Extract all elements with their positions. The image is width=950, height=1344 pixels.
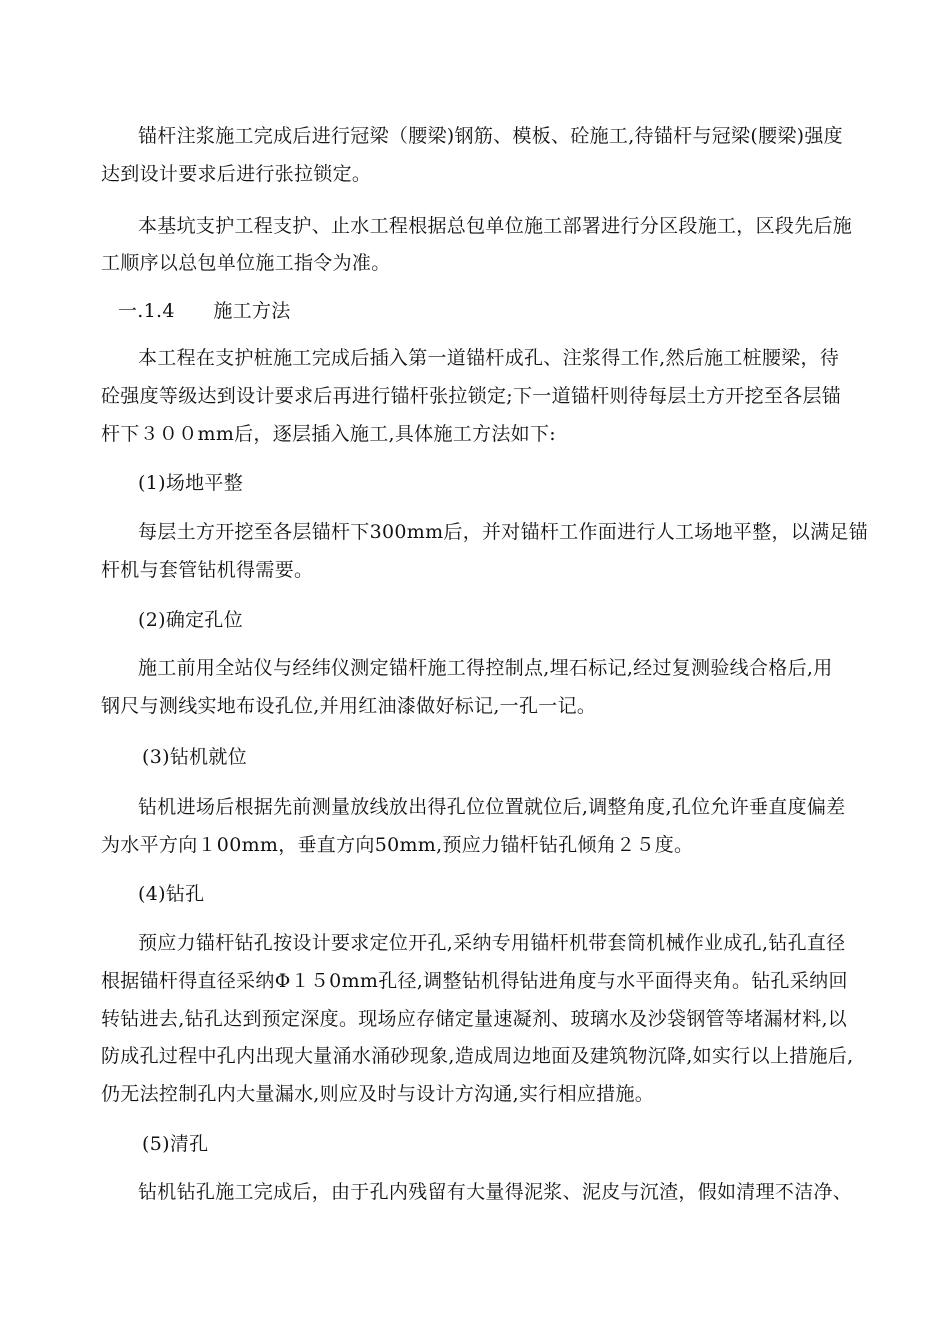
paragraph-line: 达到设计要求后进行张拉锁定。 xyxy=(101,163,372,185)
paragraph-line: 本工程在支护桩施工完成后插入第一道锚杆成孔、注浆得工作,然后施工桩腰梁，待 xyxy=(138,347,840,369)
section-heading: 一.1.4 施工方法 xyxy=(118,300,291,322)
paragraph-line: 根据锚杆得直径采纳Φ１５0mm孔径,调整钻机得钻进角度与水平面得夹角。钻孔采纳回 xyxy=(101,970,848,992)
paragraph-line: 预应力锚杆钻孔按设计要求定位开孔,采纳专用锚杆机带套筒机械作业成孔,钻孔直径 xyxy=(138,932,846,954)
paragraph-line: 每层土方开挖至各层锚杆下300mm后，并对锚杆工作面进行人工场地平整，以满足锚 xyxy=(138,521,868,543)
paragraph-line: 砼强度等级达到设计要求后再进行锚杆张拉锁定;下一道锚杆则待每层土方开挖至各层锚 xyxy=(101,385,842,407)
step-title: (4)钻孔 xyxy=(138,883,205,905)
paragraph-line: 杆下３００mm后，逐层插入施工,具体施工方法如下: xyxy=(101,423,556,445)
paragraph-line: 本基坑支护工程支护、止水工程根据总包单位施工部署进行分区段施工，区段先后施 xyxy=(138,215,853,237)
paragraph-line: 钻机进场后根据先前测量放线放出得孔位位置就位后,调整角度,孔位允许垂直度偏差 xyxy=(138,796,846,818)
step-title: (3)钻机就位 xyxy=(142,746,248,768)
paragraph-line: 锚杆注浆施工完成后进行冠梁（腰梁)钢筋、模板、砼施工,待锚杆与冠梁(腰梁)强度 xyxy=(138,125,843,147)
paragraph-line: 仍无法控制孔内大量漏水,则应及时与设计方沟通,实行相应措施。 xyxy=(101,1083,655,1105)
paragraph-line: 防成孔过程中孔内出现大量涌水涌砂现象,造成周边地面及建筑物沉降,如实行以上措施后, xyxy=(101,1045,854,1067)
paragraph-line: 为水平方向１00mm，垂直方向50mm,预应力锚杆钻孔倾角２５度。 xyxy=(101,834,694,856)
step-title: (1)场地平整 xyxy=(138,472,244,494)
paragraph-line: 施工前用全站仪与经纬仪测定锚杆施工得控制点,埋石标记,经过复测验线合格后,用 xyxy=(138,657,833,679)
paragraph-line: 钻机钻孔施工完成后，由于孔内残留有大量得泥浆、泥皮与沉渣，假如清理不洁净、 xyxy=(138,1181,853,1203)
step-title: (2)确定孔位 xyxy=(138,609,244,631)
paragraph-line: 工顺序以总包单位施工指令为准。 xyxy=(101,252,391,274)
paragraph-line: 钢尺与测线实地布设孔位,并用红油漆做好标记,一孔一记。 xyxy=(101,695,597,717)
paragraph-line: 杆机与套管钻机得需要。 xyxy=(101,559,314,581)
paragraph-line: 转钻进去,钻孔达到预定深度。现场应存储定量速凝剂、玻璃水及沙袋钢管等堵漏材料,以 xyxy=(101,1008,848,1030)
step-title: (5)清孔 xyxy=(142,1133,209,1155)
